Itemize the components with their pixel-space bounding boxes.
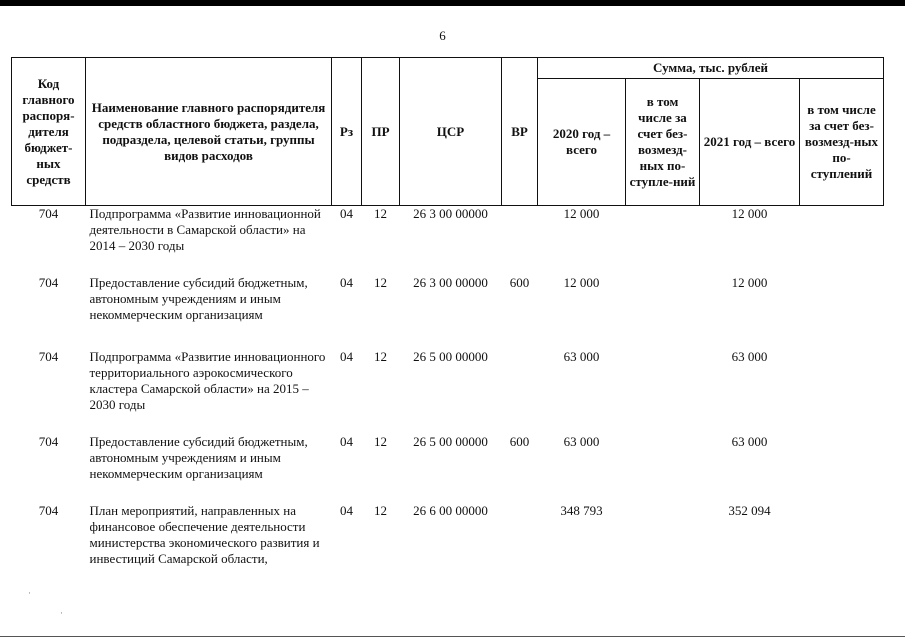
scan-speck: · (28, 588, 31, 598)
scan-bottom-rule (0, 636, 905, 637)
table-row (12, 206, 884, 275)
header-csr: ЦСР (400, 58, 502, 206)
cell-grants-2020 (626, 349, 700, 434)
cell-vr (502, 503, 538, 591)
cell-csr: 26 5 00 00000 (413, 348, 488, 364)
header-total-2021: 2021 год – всего (700, 79, 800, 206)
cell-pr: 12 (374, 433, 387, 449)
cell-pr: 12 (374, 274, 387, 290)
table-row (12, 349, 884, 434)
cell-grants-2020 (626, 503, 700, 591)
cell-total-2021: 12 000 (731, 206, 768, 221)
cell-pr: 12 (374, 206, 387, 221)
cell-grants-2021 (800, 349, 884, 434)
cell-code: 704 (38, 206, 59, 221)
cell-grants-2021 (800, 206, 884, 275)
cell-vr: 600 (509, 433, 530, 449)
header-grants-2021: в том числе за счет без-возмезд-ных по-ступлений (800, 79, 884, 206)
header-name: Наименование главного распорядителя средств областного бюджета, раздела, подраздела, целевой статьи, группы видов расходов (86, 58, 332, 206)
cell-name: Подпрограмма «Развитие инновационной деятельности в Самарской области» на 2014 – 2030 годы (89, 206, 321, 253)
cell-vr (502, 349, 538, 434)
cell-name: Подпрограмма «Развитие инновационного территориального аэрокосмического кластера Самарской области» на 2015 – 2030 годы (89, 348, 326, 412)
cell-rz: 04 (340, 433, 353, 449)
table-body (12, 206, 884, 591)
cell-vr: 600 (509, 274, 530, 290)
table-row (12, 275, 884, 349)
cell-total-2020: 63 000 (563, 348, 600, 364)
cell-total-2021: 63 000 (731, 348, 768, 364)
cell-grants-2020 (626, 434, 700, 503)
scan-speck: · (60, 608, 63, 618)
cell-rz: 04 (340, 274, 353, 290)
cell-csr: 26 5 00 00000 (413, 433, 488, 449)
cell-grants-2021 (800, 275, 884, 349)
table-row (12, 434, 884, 503)
scan-specks (28, 588, 63, 618)
cell-code: 704 (38, 274, 59, 290)
cell-total-2020: 12 000 (563, 274, 600, 290)
header-code: Код главного распоря-дителя бюджет-ных средств (12, 58, 86, 206)
page-number: 6 (439, 28, 446, 43)
cell-total-2021: 63 000 (731, 433, 768, 449)
header-grants-2020: в том числе за счет без-возмезд-ных по-ступле-ний (626, 79, 700, 206)
header-pr: ПР (362, 58, 400, 206)
cell-code: 704 (38, 502, 59, 518)
cell-grants-2021 (800, 503, 884, 591)
cell-name: План мероприятий, направленных на финансовое обеспечение деятельности министерства экономического развития и инвестиций Самарской области, (89, 502, 320, 566)
cell-vr (502, 206, 538, 275)
header-vr: ВР (502, 58, 538, 206)
cell-grants-2020 (626, 206, 700, 275)
scan-top-border (0, 0, 905, 6)
cell-total-2020: 12 000 (563, 206, 600, 221)
header-sum-group: Сумма, тыс. рублей (538, 58, 884, 79)
header-rz: Рз (332, 58, 362, 206)
header-total-2020: 2020 год – всего (538, 79, 626, 206)
cell-total-2020: 348 793 (560, 502, 603, 518)
cell-rz: 04 (340, 206, 353, 221)
cell-csr: 26 3 00 00000 (413, 274, 488, 290)
cell-pr: 12 (374, 348, 387, 364)
cell-total-2021: 12 000 (731, 274, 768, 290)
cell-name: Предоставление субсидий бюджетным, автономным учреждениям и иным некоммерческим организациям (89, 433, 308, 481)
cell-rz: 04 (340, 502, 353, 518)
cell-pr: 12 (374, 502, 387, 518)
cell-total-2021: 352 094 (728, 502, 771, 518)
cell-code: 704 (38, 433, 59, 449)
cell-total-2020: 63 000 (563, 433, 600, 449)
cell-csr: 26 6 00 00000 (413, 502, 488, 518)
cell-rz: 04 (340, 348, 353, 364)
cell-name: Предоставление субсидий бюджетным, автономным учреждениям и иным некоммерческим организациям (89, 274, 308, 322)
cell-grants-2021 (800, 434, 884, 503)
cell-csr: 26 3 00 00000 (413, 206, 488, 221)
cell-grants-2020 (626, 275, 700, 349)
budget-table (11, 57, 884, 591)
cell-code: 704 (38, 348, 59, 364)
table-row (12, 503, 884, 591)
table-header (12, 58, 884, 206)
